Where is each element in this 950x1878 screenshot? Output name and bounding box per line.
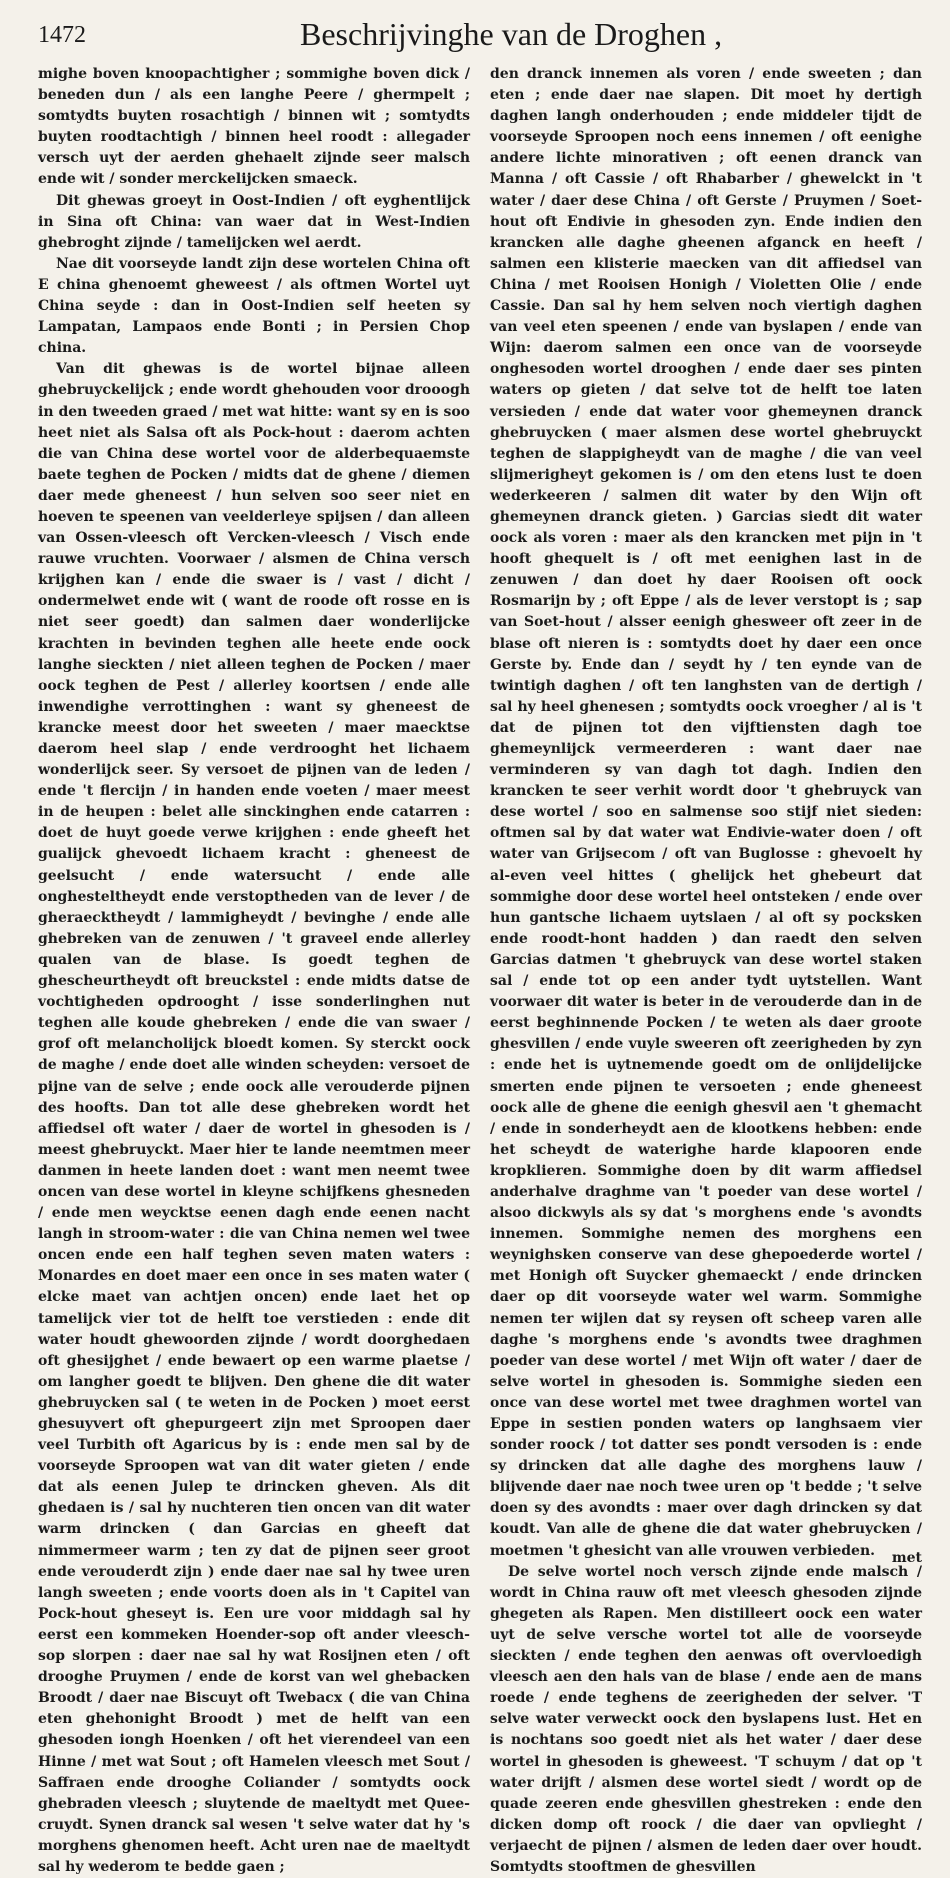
page-header <box>0 0 950 64</box>
paragraph: den dranck innemen als voren / ende sweeten ; dan eten ; ende daer nae slapen. Dit moet hy dertigh daghen langh onderhouden ; ende middeler tijdt de voorseyde Sproopen noch eens innemen / oft eenighe andere lichte minorativen ; oft eenen dranck van Manna / oft Cassie / oft Rhabarber / ghewelckt in 't water / daer dese China / oft Gerste / Pruymen / Soet-hout oft Endivie in ghesoden zyn. Ende indien den krancken alle daghe gheenen afganck en heeft / salmen een klisterie maecken van dit affiedsel van China / met Rooisen Honigh / Violetten Olie / ende Cassie. Dan sal hy hem selven noch viertigh daghen van veel eten speenen / ende van byslapen / ende van Wijn: daerom salmen een once van de voorseyde onghesoden wortel drooghen / ende daer ses pinten waters op gieten / dat selve tot de helft toe laten versieden / ende dat water voor ghemeynen dranck ghebruycken ( maer alsmen dese wortel ghebruyckt teghen de slappigheydt van de maghe / die van veel slijmerigheyt gekomen is / om den etens lust te doen wederkeeren / salmen dit water by den Wijn oft ghemeynen dranck gieten. ) Garcias siedt dit water oock als voren : maer als den krancken met pijn in 't hooft ghequelt is / oft met eenighen last in de zenuwen / dan doet hy daer Rooisen oft oock Rosmarijn by ; oft Eppe / als de lever verstopt is ; sap van Soet-hout / alsser eenigh ghesweer oft zeer in de blase oft nieren is : somtydts doet hy daer een once Gerste by. Ende dan / seydt hy / ten eynde van de twintigh daghen / oft ten langhsten van de dertigh / sal hy heel ghenesen ; somtydts oock vroegher / al is 't dat de pijnen tot den vijftiensten dagh toe ghemeynlijck vermeerderen : want daer nae verminderen sy van dagh tot dagh. Indien den krancken te seer verhit wordt door 't ghebruyck van dese wortel / soo en salmense soo stijf niet sieden: oftmen sal by dat water wat Endivie-water doen / oft water van Grijsecom / oft van Buglosse : ghevoelt hy al-even veel hittes ( ghelijck het ghebeurt dat sommighe door dese wortel heel ontsteken / ende over hun gantsche lichaem uytslaen / al oft sy pocksken ende roodt-hont hadden ) dan raedt den selven Garcias datmen 't ghebruyck van dese wortel staken sal / ende tot op een ander tydt uytstellen. Want voorwaer dit water is beter in de verouderde dan in de eerst beghinnende Pocken / te weten als daer groote ghesvillen / ende vuyle sweeren oft zeerigheden by zyn : ende het is uytnemende goedt om de onlijdelijcke smerten ende pijnen te versoeten ; ende gheneest oock alle de ghene die eenigh ghesvil aen 't ghemacht / ende in sonderheydt aen de klootkens hebben: ende het scheydt de waterighe harde klapooren ende kropklieren. Sommighe doen by dit warm affiedsel anderhalve draghme van 't poeder van dese wortel / alsoo dickwyls als sy dat 's morghens ende 's avondts innemen. Sommighe nemen des morghens een weynighsken conserve van dese ghepoederde wortel / met Honigh oft Suycker ghemaeckt / ende drincken daer op dit voorseyde water wel warm. Sommighe nemen ter wijlen dat sy reysen oft scheep varen alle daghe 's morghens ende 's avondts twee draghmen poeder van dese wortel / met Wijn oft water / daer de selve wortel in ghesoden is. Sommighe sieden een once van dese wortel met twee draghmen wortel van Eppe in sestien ponden waters op langhsaem vier sonder roock / tot datter ses pondt versoden is : ende sy drincken dat alle daghe des morghens lauw / blijvende daer nae noch twee uren op 't bedde ; 't selve doen sy des avondts : maer over dagh drincken sy dat koudt. Van alle de ghene die dat water ghebruycken / moetmen 't ghesicht van alle vrouwen verbieden. <box>490 66 922 1559</box>
paragraph: Nae dit voorseyde landt zijn dese wortelen China oft E china ghenoemt gheweest / als oftmen Wortel uyt China seyde : dan in Oost-Indien self heeten sy Lampatan, Lampaos ende Bonti ; in Persien Chop china. <box>38 255 470 357</box>
page-number: 1472 <box>38 22 86 48</box>
right-column <box>490 64 922 1875</box>
catchword: met <box>891 1550 922 1566</box>
running-title: Beschrijvinghe van de Droghen , <box>300 16 723 52</box>
paragraph: De selve wortel noch versch zijnde ende malsch / wordt in China rauw oft met vleesch ghesoden zijnde ghegeten als Rapen. Men distilleert oock een water uyt de selve versche wortel tot alle de voorseyde sieckten / ende teghen den aenwas oft overvloedigh vleesch aen den hals van de blase / ende aen de mans roede / ende teghens de zeerigheden der selver. 'T selve water verweckt oock den byslapens lust. Het en is nochtans soo goedt niet als het water / daer dese wortel in ghesoden is gheweest. 'T schuym / dat op 't water drijft / alsmen dese wortel siedt / wordt op de quade zeeren ende ghesvillen ghestreken : ende den dicken domp oft roock / die daer van opvlieght / verjaecht de pijnen / alsmen de leden daer over houdt. Somtydts stooftmen de ghesvillen <box>490 1563 922 1875</box>
paragraph: Van dit ghewas is de wortel bijnae alleen ghebruyckelijck ; ende wordt ghehouden voor drooogh in den tweeden graed / met wat hitte: want sy en is soo heet niet als Salsa oft als Pock-hout : daerom achten die van China dese wortel voor de alderbequaemste baete teghen de Pocken / midts dat de ghene / diemen daer mede gheneest / hun selven soo seer niet en hoeven te speenen van veelderleye spijsen / dan alleen van Ossen-vleesch oft Vercken-vleesch / Visch ende rauwe vruchten. Voorwaer / alsmen de China versch krijghen kan / ende die swaer is / vast / dicht / ondermelwet ende wit ( want de roode oft rosse en is niet seer goedt) dan salmen daer wonderlijcke krachten in bevinden teghen alle heete ende oock langhe sieckten / niet alleen teghen de Pocken / maer oock teghen de Pest / allerley koortsen / ende alle inwendighe verrottinghen : want sy gheneest de krancke meest door het sweeten / maer maecktse daerom heel slap / ende verdrooght het lichaem wonderlijck seer. Sy versoet de pijnen van de leden / ende 't flercijn / in handen ende voeten / maer meest in de heupen : belet alle sinckinghen ende catarren : doet de huyt goede verwe krijghen : ende gheeft het gualijck ghevoedt lichaem kracht : gheneest de geelsucht / ende watersucht / ende alle onghesteltheydt ende verstoptheden van de lever / de gheraecktheydt / lammigheydt / bevinghe / ende alle ghebreken van de zenuwen / 't graveel ende allerley qualen van de blase. Is goedt teghen de ghescheurtheydt oft breuckstel : ende midts datse de vochtigheden opdrooght / isse sonderlinghen nut teghen alle koude ghebreken / ende die van swaer / grof oft melancholijck bloedt komen. Sy sterckt oock de maghe / ende doet alle winden scheyden: versoet de pijne van de selve ; ende oock alle verouderde pijnen des hoofts. Dan tot alle dese ghebreken wordt het affiedsel oft water / daer de wortel in ghesoden is / meest ghebruyckt. Maer hier te lande neemtmen meer danmen in heete landen doet : want men neemt twee oncen van dese wortel in kleyne schijfkens ghesneden / ende men weycktse eenen dagh ende eenen nacht langh in stroom-water : die van China nemen wel twee oncen ende een half teghen seven maten waters : Monardes en doet maer een once in ses maten water ( elcke maet van achtjen oncen) ende laet het op tamelijck vier tot de helft toe verstieden : ende dit water houdt ghewoorden zijnde / wordt doorghedaen oft ghesijghet / ende bewaert op een warme plaetse / om langher goedt te blijven. Den ghene die dit water ghebruycken sal ( te weten in de Pocken ) moet eerst ghesuyvert oft ghepurgeert zijn met Sproopen daer veel Turbith oft Agaricus by is : ende men sal by de voorseyde Sproopen wat van dit water gieten / ende dat als eenen Julep te drincken gheven. Als dit ghedaen is / sal hy nuchteren tien oncen van dit water warm drincken ( dan Garcias en gheeft dat nimmermeer warm ; ten zy dat de pijnen seer groot ende verouderdt zijn ) ende daer nae sal hy twee uren langh sweeten ; ende voorts doen als in 't Capitel van Pock-hout gheseyt is. Een ure voor middagh sal hy eerst een kommeken Hoender-sop oft ander vleesch-sop slorpen : daer nae sal hy wat Rosijnen eten / oft drooghe Pruymen / ende de korst van wel ghebacken Broodt / daer nae Biscuyt oft Twebacx ( die van China eten ghehonight Broodt ) met de helft van een ghesoden iongh Hoenken / oft het vierendeel van een Hinne / met wat Sout ; oft Hamelen vleesch met Sout / Saffraen ende drooghe Coliander / somtydts oock ghebraden vleesch ; sluytende de maeltydt met Quee-cruydt. Synen dranck sal wesen 't selve water dat hy 's morghens ghenomen heeft. Acht uren nae de maeltydt sal hy wederom te bedde gaen ; <box>38 361 470 1875</box>
paragraph: mighe boven knoopachtigher ; sommighe boven dick / beneden dun / als een langhe Peere / ghermpelt ; somtydts buyten rosachtigh / binnen wit ; somtydts buyten roodtachtigh / binnen heel roodt : allegader versch uyt der aerden ghehaelt zijnde seer malsch ende wit / sonder merckelijcken smaeck. <box>38 66 470 188</box>
left-column <box>38 64 470 1875</box>
paragraph: Dit ghewas groeyt in Oost-Indien / oft eyghentlijck in Sina oft China: van waer dat in West-Indien ghebroght zijnde / tamelijcken wel aerdt. <box>38 192 470 251</box>
